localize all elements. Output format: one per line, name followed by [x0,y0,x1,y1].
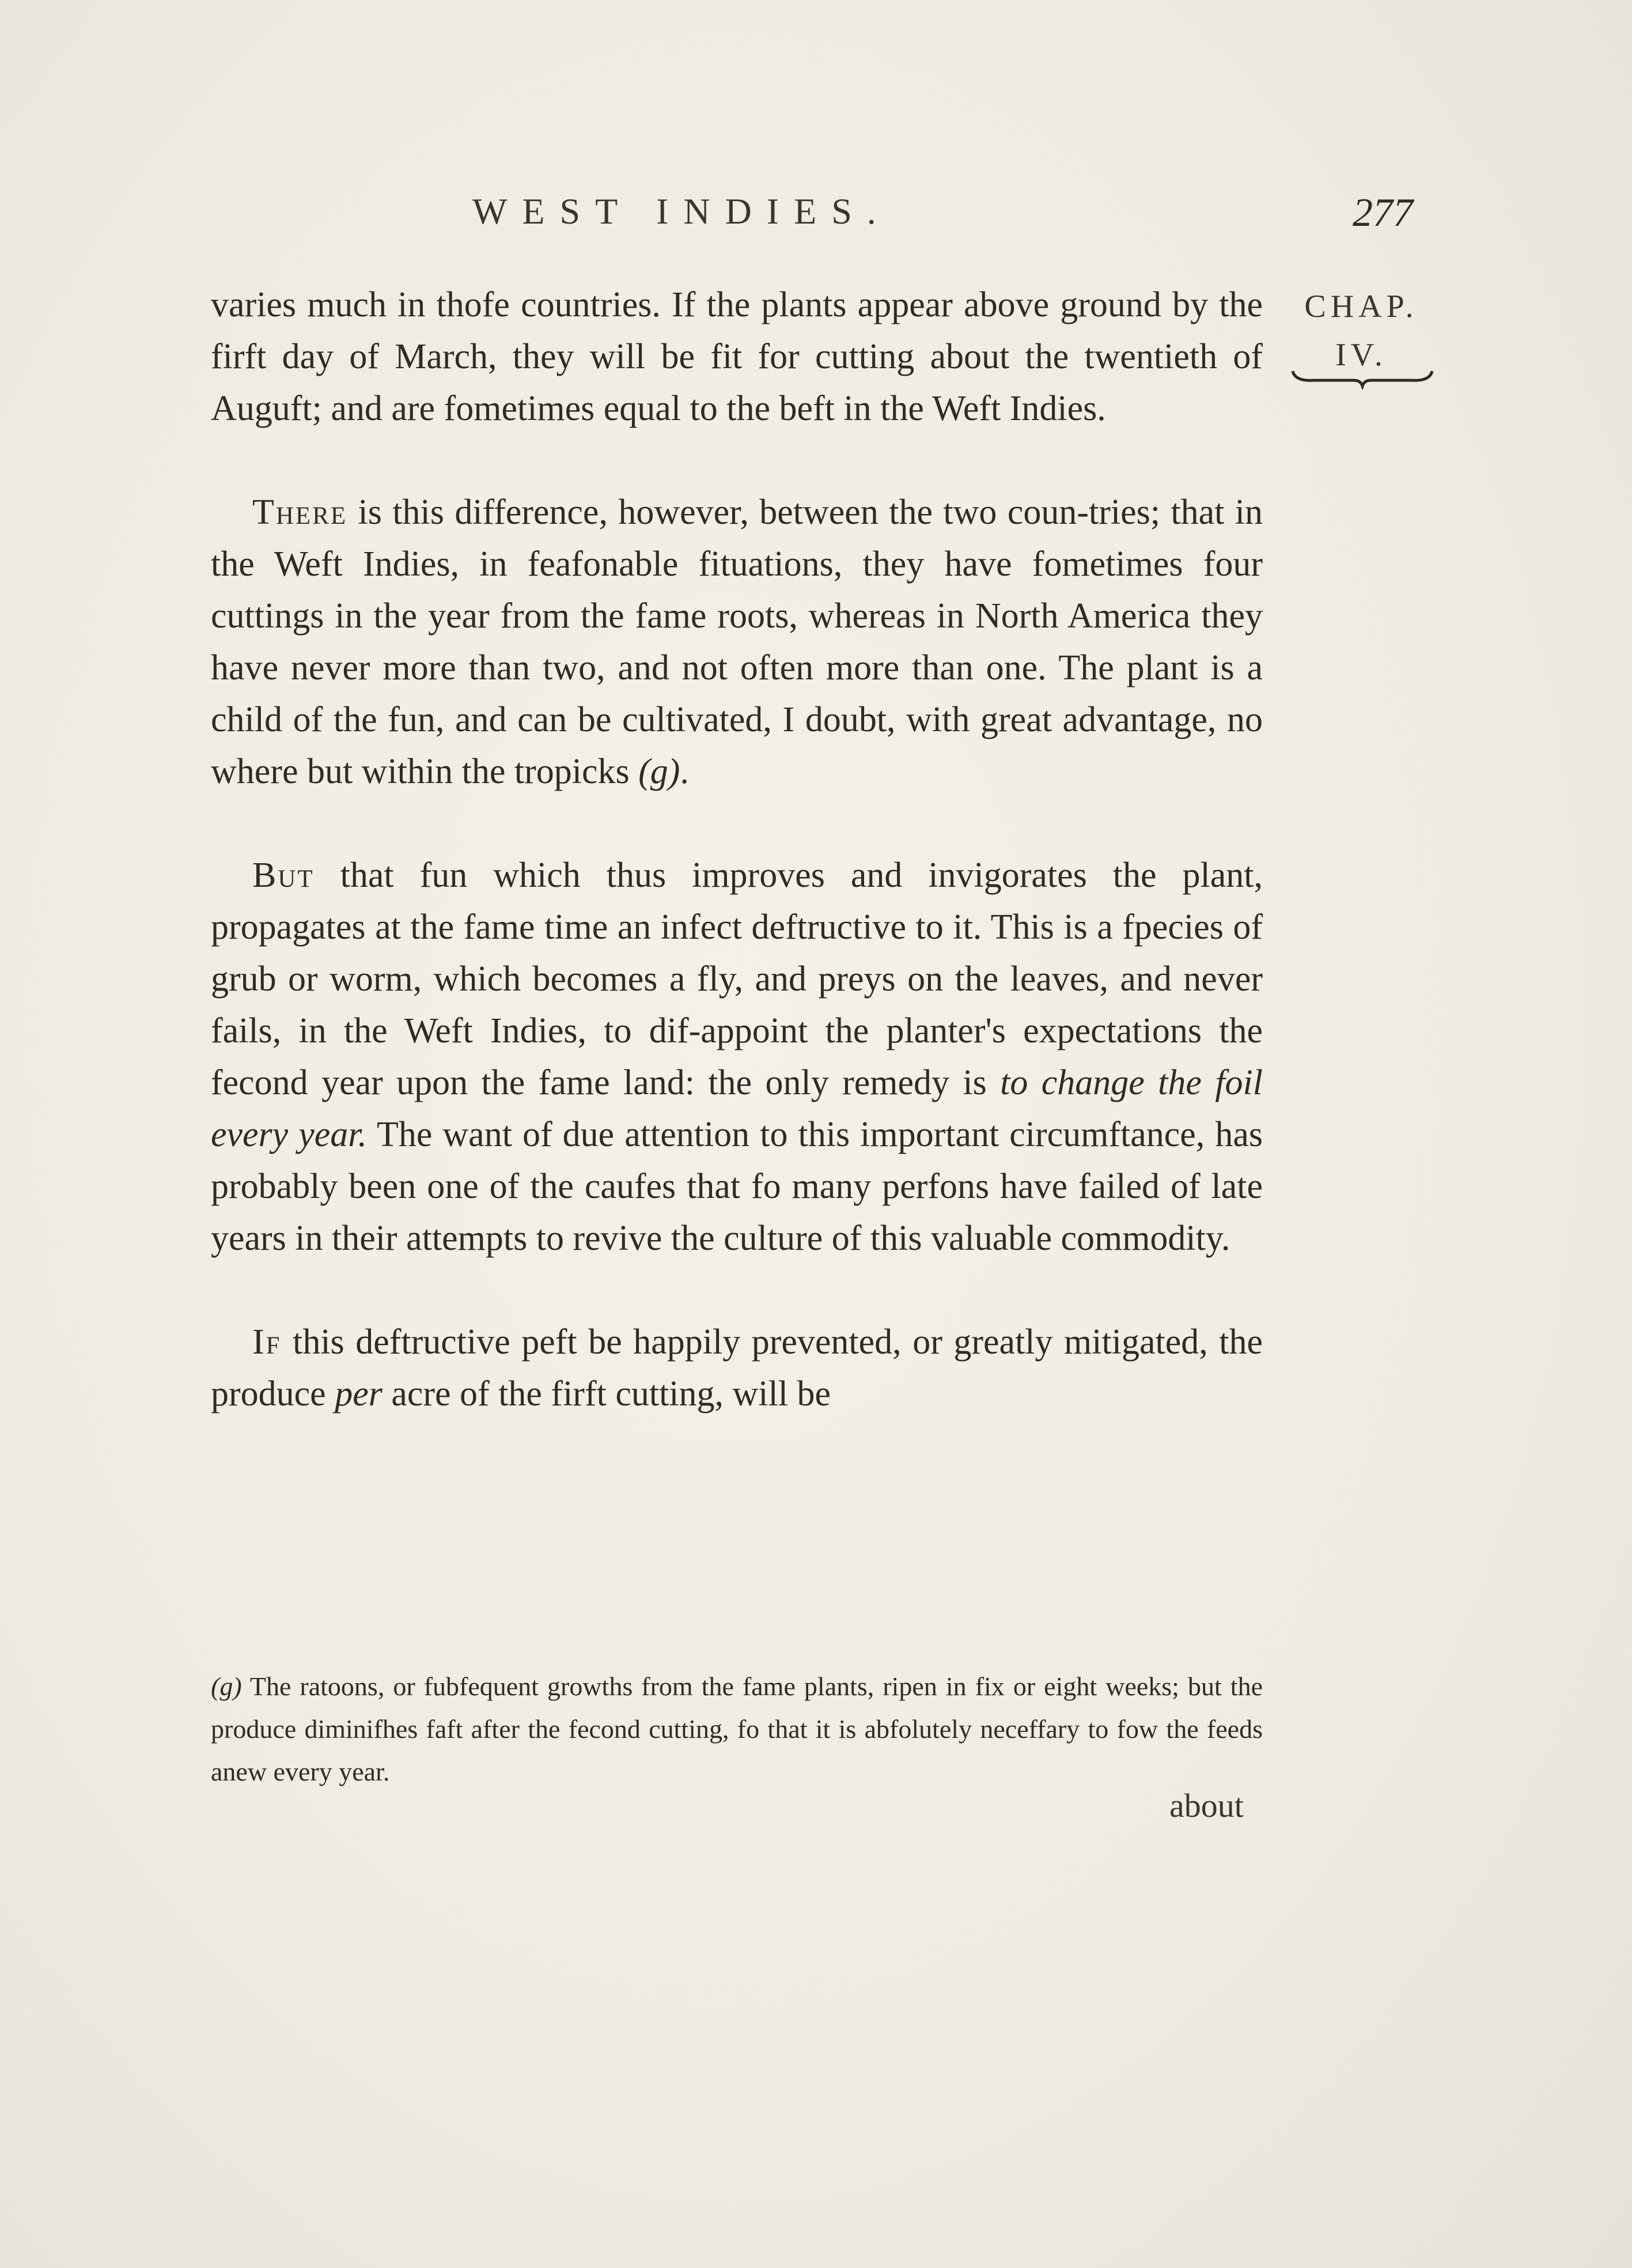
paragraph-2-lead: There [252,493,348,532]
brace-ornament [1290,366,1434,390]
footnote-text: The ratoons, or fubfequent growths from the fame plants, ripen in fix or eight weeks; but the produce diminifhes faft after the fecond cutting, fo that it is abfolutely neceffary to fow the feeds anew every year. [211,1672,1263,1786]
footnote-reference: (g) [638,752,680,791]
running-head: WEST INDIES. [472,191,891,232]
chapter-label: CHAP. [1304,289,1418,324]
footnote [211,1665,1263,1793]
paragraph-2-text: is this difference, however, between the two coun-tries; that in the Weft Indies, in feafonable fituations, they have fometimes four cuttings in the year from the fame roots, whereas in North America they have never more than two, and not often more than one. The plant is a child of the fun, and can be cultivated, I doubt, with great advantage, no where but within the tropicks [211,493,1263,791]
paragraph-4-tail: acre of the firft cutting, will be [382,1374,831,1413]
footnote-label: (g) [211,1672,242,1701]
paragraph-3-text: that fun which thus improves and invigorates the plant, propagates at the fame time an infect deftructive to it. This is a fpecies of grub or worm, which becomes a fly, and preys on the leaves, and never fails, in the Weft Indies, to dif-appoint the planter's expectations the fecond year upon the fame land: the only remedy is [211,856,1263,1102]
paragraph-4-lead: If [252,1322,282,1362]
paragraph-2-tail: . [680,752,689,791]
paragraph-2 [211,486,1263,797]
chapter-margin-note [1283,282,1439,379]
paragraph-3 [211,849,1263,1264]
paragraph-3-tail: The want of due attention to this important circumftance, has probably been one of the caufes that fo many perfons have failed of late years in their attempts to revive the culture of this valuable commodity. [211,1115,1263,1258]
body-text [211,279,1263,1472]
paragraph-4-text: this deftructive peft be happily prevented, or greatly mitigated, the produce [211,1322,1263,1413]
paragraph-1-text: varies much in thofe countries. If the plants appear above ground by the firft day of March, they will be fit for cutting about the twentieth of Auguft; and are fometimes equal to the beft in the Weft Indies. [211,285,1263,428]
page-number: 277 [1353,191,1413,235]
paragraph-3-lead: But [252,856,315,895]
catchword: about [1169,1787,1244,1824]
chapter-number: IV. [1335,337,1387,373]
paragraph-4 [211,1316,1263,1420]
paragraph-3-emphasis: to change the foil every year. [211,1063,1263,1154]
paragraph-1 [211,279,1263,434]
paragraph-4-emphasis: per [335,1374,383,1413]
